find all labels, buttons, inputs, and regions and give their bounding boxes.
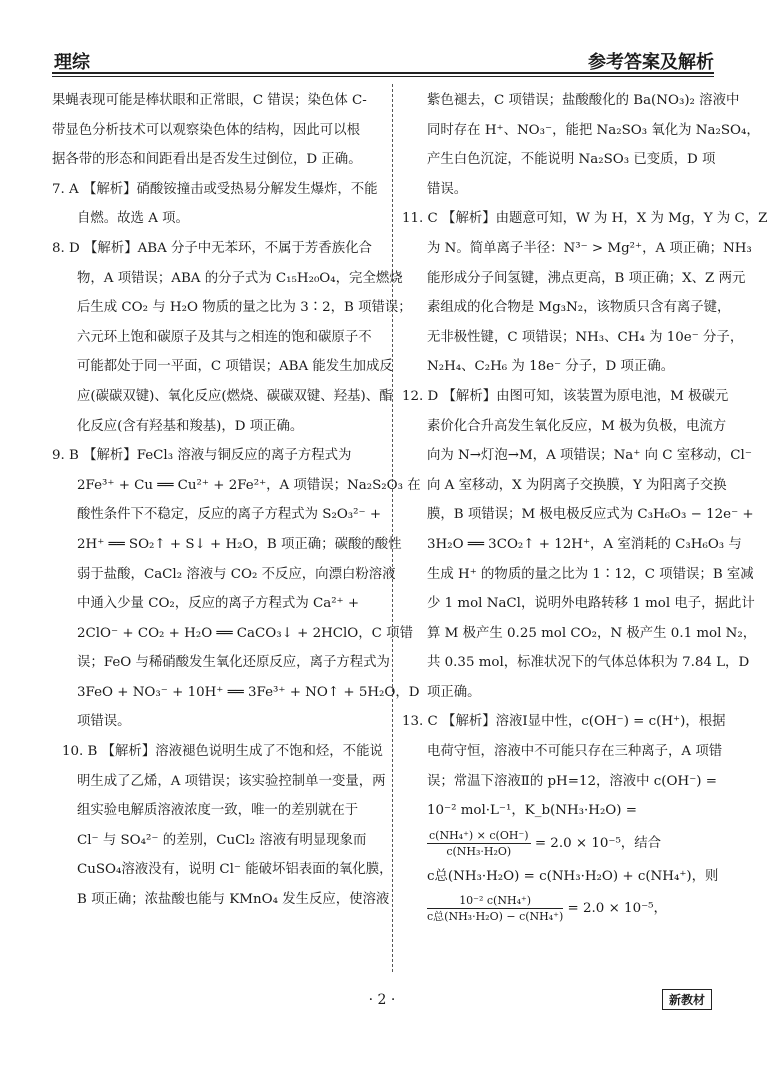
text-line: 据各带的形态和间距看出是否发生过倒位，D 正确。 [52,152,362,168]
formula-tail: = 2.0 × 10⁻⁵， [567,901,667,917]
text-line: 3H₂O ══ 3CO₂↑ + 12H⁺，A 室消耗的 C₃H₆O₃ 与 [427,536,742,552]
header-title: 参考答案及解析 [588,52,714,73]
header-rule [52,72,714,74]
text-line: 紫色褪去，C 项错误；盐酸酸化的 Ba(NO₃)₂ 溶液中 [427,93,740,108]
fraction-denominator: c(NH₃·H₂O) [446,844,512,858]
formula-line [402,826,714,862]
text-line: B 项正确；浓盐酸也能与 KMnO₄ 发生反应，使溶液 [77,892,390,908]
text-line: 应(碳碳双键)、氧化反应(燃烧、碳碳双键、羟基)、酯 [77,388,393,404]
subject-label: 理综 [54,52,90,73]
text-line: 项错误。 [77,714,131,730]
text-line: Cl⁻ 与 SO₄²⁻ 的差别，CuCl₂ 溶液有明显现象而 [77,832,367,848]
text-line: 13. C 【解析】溶液Ⅰ显中性，c(OH⁻) = c(H⁺)，根据 [402,714,726,730]
text-line: 共 0.35 mol，标准状况下的气体总体积为 7.84 L，D [427,655,750,671]
text-line: 2Fe³⁺ + Cu ══ Cu²⁺ + 2Fe²⁺，A 项错误；Na₂S₂O₃ 在 [77,477,421,493]
text-line: 10. B 【解析】溶液褪色说明生成了不饱和烃，不能说 [62,744,383,760]
text-line: 11. C 【解析】由题意可知，W 为 H，X 为 Mg，Y 为 C，Z [402,211,768,227]
fraction-denominator: c总(NH₃·H₂O) − c(NH₄⁺) [427,910,564,924]
text-line: 素组成的化合物是 Mg₃N₂，该物质只含有离子键， [427,300,731,316]
text-line: 自燃。故选 A 项。 [77,211,189,227]
text-line: 后生成 CO₂ 与 H₂O 物质的量之比为 3∶2，B 项错误； [77,300,412,316]
text-line: 化反应(含有羟基和羧基)，D 项正确。 [77,418,304,434]
text-line: 向 A 室移动，X 为阴离子交换膜，Y 为阳离子交换 [427,477,727,493]
text-line: 产生白色沉淀，不能说明 Na₂SO₃ 已变质，D 项 [427,152,716,168]
page-header [52,42,714,72]
text-line: 电荷守恒，溶液中不可能只存在三种离子，A 项错 [427,744,723,760]
text-line: 向为 N→灯泡→M，A 项错误；Na⁺ 向 C 室移动，Cl⁻ [427,448,752,464]
text-line: 8. D 【解析】ABA 分子中无苯环，不属于芳香族化合 [52,240,372,256]
text-line: 同时存在 H⁺、NO₃⁻，能把 Na₂SO₃ 氧化为 Na₂SO₄， [427,122,760,138]
text-line: 六元环上饱和碳原子及其与之相连的饱和碳原子不 [77,329,372,345]
text-line: 中通入少量 CO₂，反应的离子方程式为 Ca²⁺ + [77,596,360,612]
text-line: 组实验电解质溶液浓度一致，唯一的差别就在于 [77,803,359,819]
text-line: 生成 H⁺ 的物质的量之比为 1∶12，C 项错误；B 室减 [427,566,754,582]
text-line: 可能都处于同一平面，C 项错误；ABA 能发生加成反 [77,359,393,375]
column-divider [392,84,393,972]
fraction-numerator: c(NH₄⁺) × c(OH⁻) [429,828,529,842]
text-line: 少 1 mol NaCl，说明外电路转移 1 mol 电子，据此计 [427,596,755,612]
text-line: 弱于盐酸，CaCl₂ 溶液与 CO₂ 不反应，向漂白粉溶液 [77,566,396,582]
text-line: 物，A 项错误；ABA 的分子式为 C₁₅H₂₀O₄，完全燃烧 [77,270,403,286]
kb-fraction [427,828,531,859]
formula-line [402,891,714,927]
header-rule-thin [52,76,714,77]
text-line: 素价化合升高发生氧化反应，M 极为负极，电流方 [427,418,727,434]
page-number: · 2 · [368,992,396,1008]
text-line: 为 N。简单离子半径：N³⁻ > Mg²⁺，A 项正确；NH₃ [427,240,752,256]
text-line: 2ClO⁻ + CO₂ + H₂O ══ CaCO₃↓ + 2HClO，C 项错 [77,625,413,641]
text-line: CuSO₄溶液没有，说明 Cl⁻ 能破坏铝表面的氧化膜， [77,862,393,878]
text-line: 7. A 【解析】硝酸铵撞击或受热易分解发生爆炸，不能 [52,181,378,197]
text-line: 能形成分子间氢键，沸点更高，B 项正确；X、Z 两元 [427,270,746,286]
formula-tail: = 2.0 × 10⁻⁵，结合 [534,835,661,851]
text-line: c总(NH₃·H₂O) = c(NH₃·H₂O) + c(NH₄⁺)，则 [427,868,719,884]
edition-badge: 新教材 [662,989,712,1010]
kb-fraction-2 [427,893,563,924]
text-line: 3FeO + NO₃⁻ + 10H⁺ ══ 3Fe³⁺ + NO↑ + 5H₂O，D [77,684,420,700]
text-line: 9. B 【解析】FeCl₃ 溶液与铜反应的离子方程式为 [52,448,352,464]
text-line: 2H⁺ ══ SO₂↑ + S↓ + H₂O，B 项正确；碳酸的酸性 [77,536,402,552]
text-line: 膜，B 项错误；M 极电极反应式为 C₃H₆O₃ − 12e⁻ + [427,507,754,523]
text-line: 误；FeO 与稀硝酸发生氧化还原反应，离子方程式为 [77,655,390,671]
text-line: 明生成了乙烯，A 项错误；该实验控制单一变量，两 [77,773,386,789]
text-line: 果蝇表现可能是棒状眼和正常眼，C 错误；染色体 C- [52,93,367,108]
text-line: N₂H₄、C₂H₆ 为 18e⁻ 分子，D 项正确。 [427,359,675,375]
text-line: 无非极性键，C 项错误；NH₃、CH₄ 为 10e⁻ 分子， [427,329,744,345]
left-column [52,86,421,915]
text-line: 误；常温下溶液Ⅱ的 pH=12，溶液中 c(OH⁻) = [427,773,717,789]
right-column [402,86,768,927]
text-line: 带显色分析技术可以观察染色体的结构，因此可以根 [52,122,360,138]
text-line: 算 M 极产生 0.25 mol CO₂，N 极产生 0.1 mol N₂， [427,625,757,641]
fraction-numerator: 10⁻² c(NH₄⁺) [427,893,563,909]
text-line: 10⁻² mol·L⁻¹，K_b(NH₃·H₂O) = [427,803,637,819]
text-line: 错误。 [427,181,468,197]
text-line: 酸性条件下不稳定，反应的离子方程式为 S₂O₃²⁻ + [77,507,382,523]
text-line: 项正确。 [427,684,481,700]
text-line: 12. D 【解析】由图可知，该装置为原电池，M 极碳元 [402,388,729,404]
